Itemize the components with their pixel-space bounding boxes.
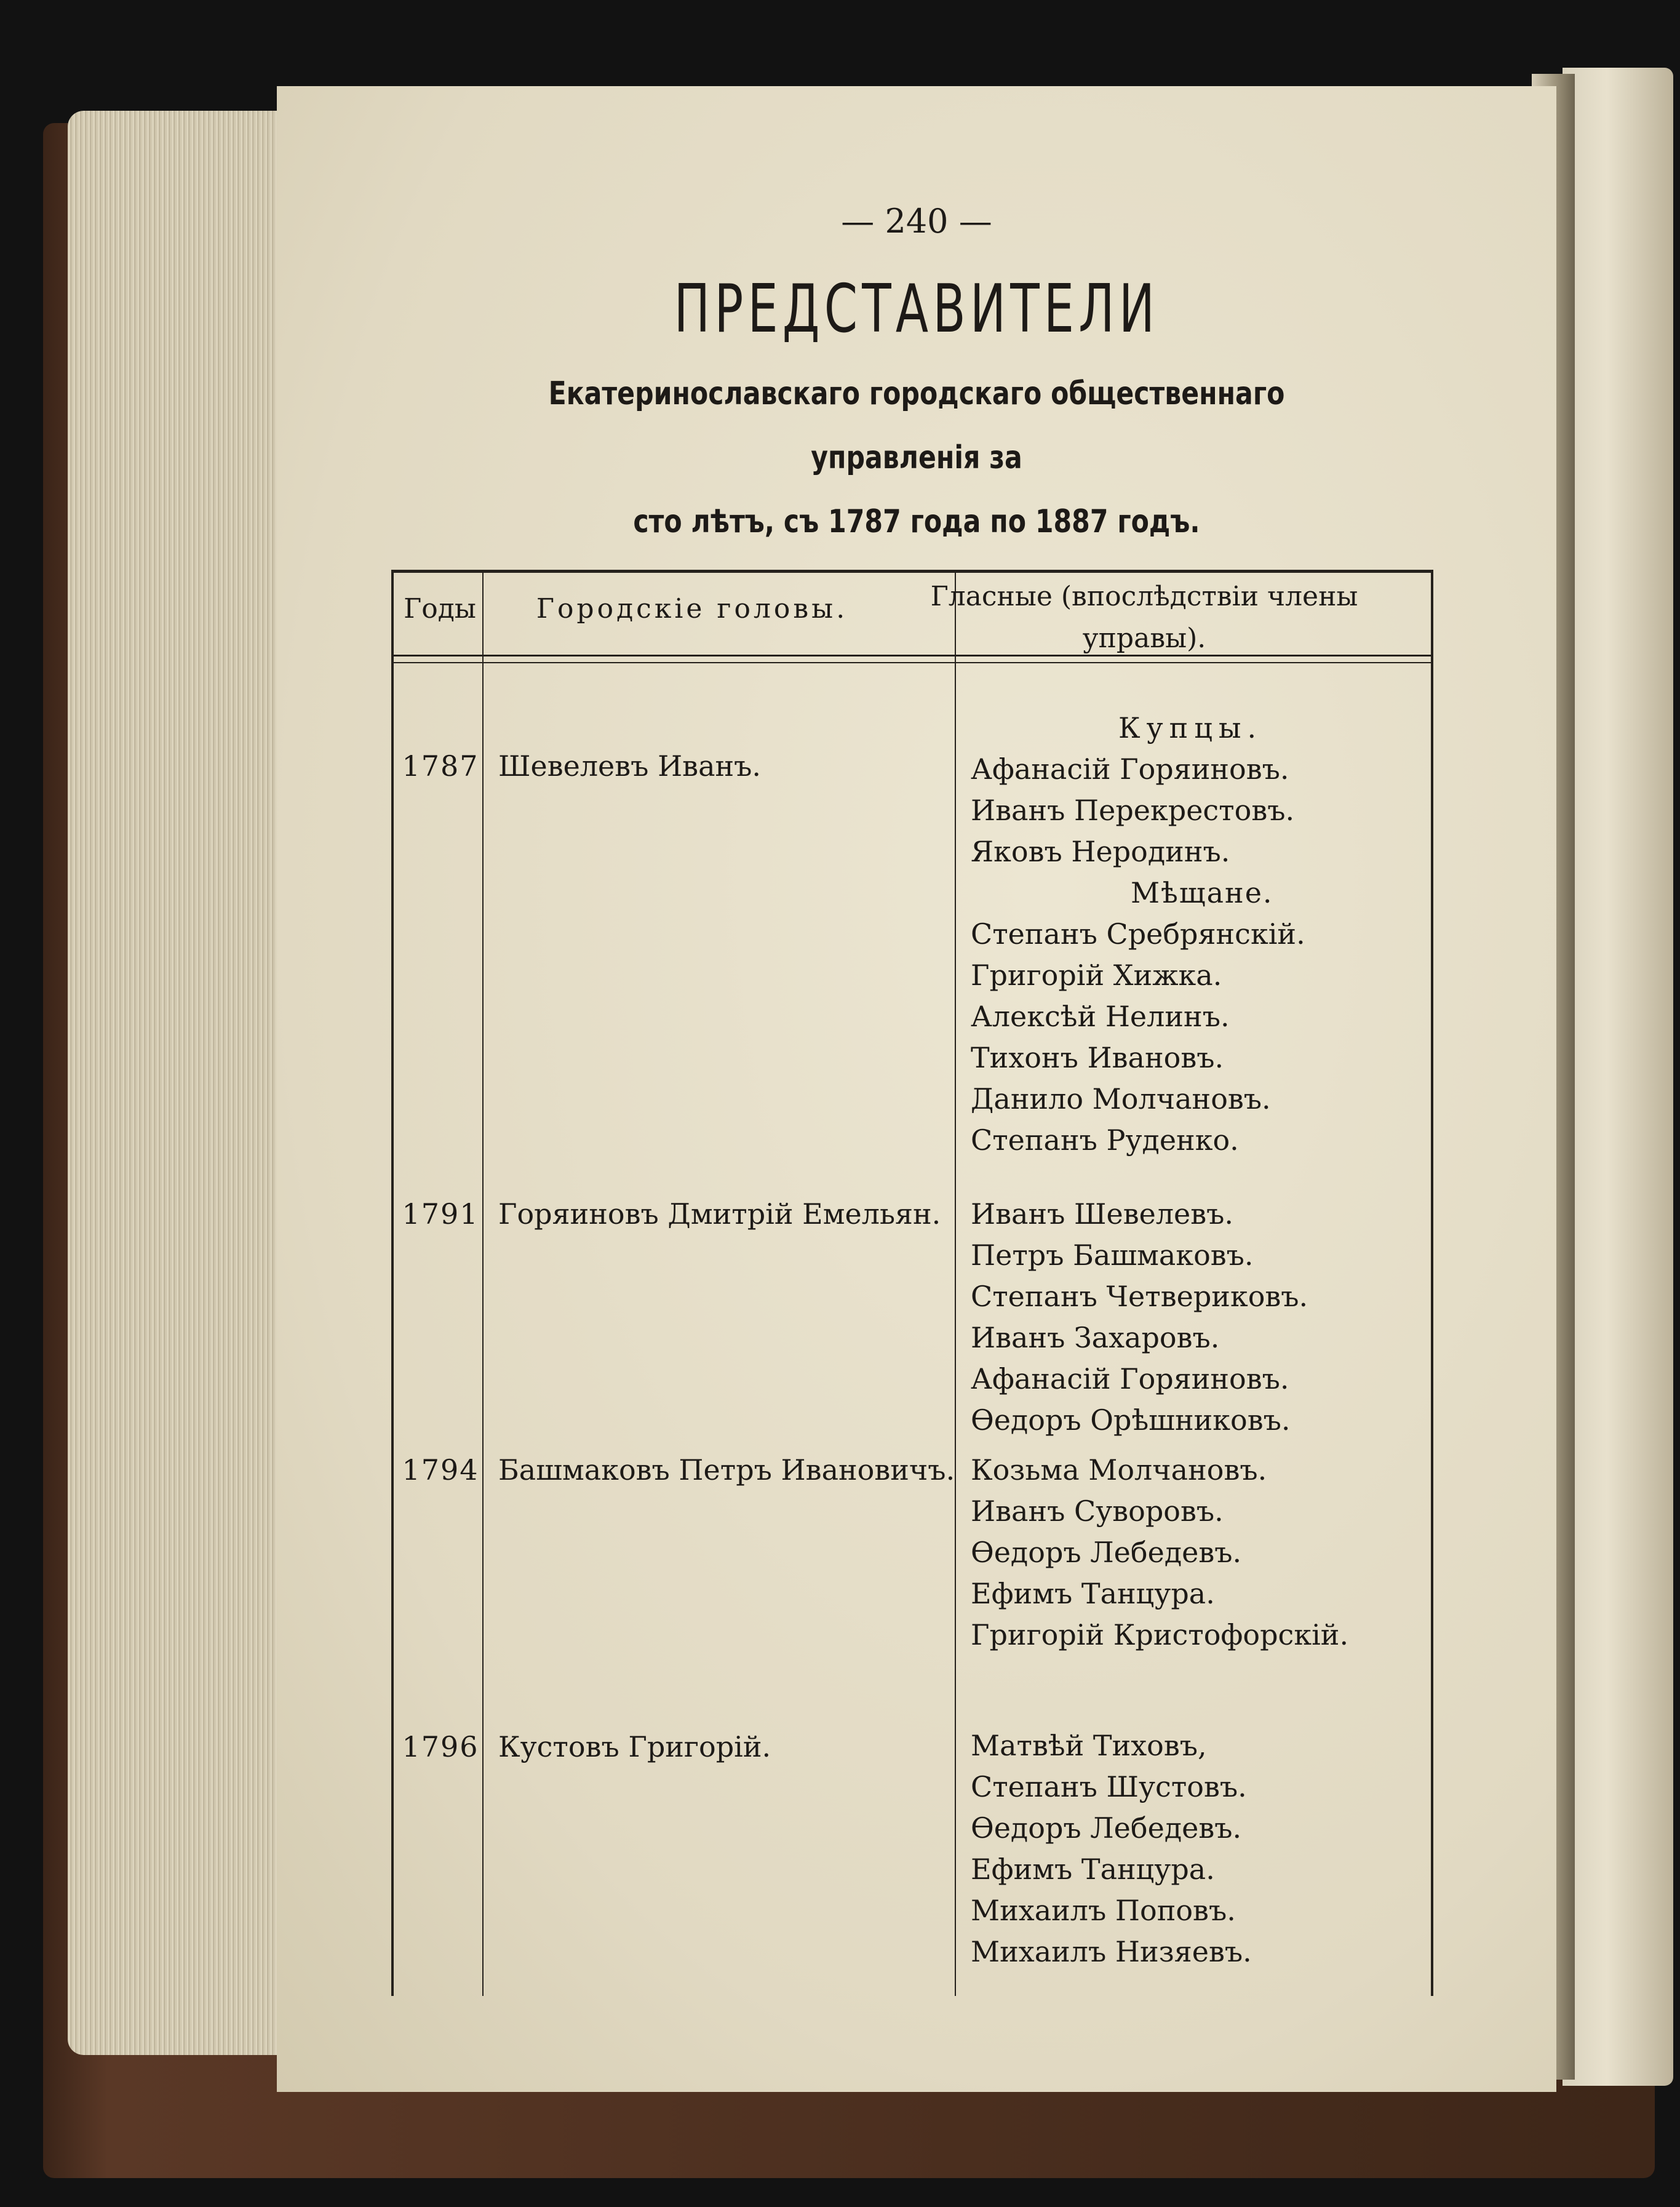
member-name: Михаилъ Низяевъ. <box>971 1935 1252 1968</box>
member-name: Иванъ Суворовъ. <box>971 1495 1224 1528</box>
estate-label: Мѣщане. <box>1131 876 1273 909</box>
year-cell: 1794 <box>402 1453 479 1487</box>
member-name: Ѳедоръ Лебедевъ. <box>971 1811 1242 1845</box>
year-cell: 1787 <box>402 749 479 783</box>
member-name: Степанъ Четвериковъ. <box>971 1280 1308 1313</box>
subtitle-line-2: сто лѣтъ, съ 1787 года по 1887 годъ. <box>633 503 1200 540</box>
city-head-cell: Башмаковъ Петръ Ивановичъ. <box>498 1453 955 1487</box>
member-name: Степанъ Шустовъ. <box>971 1770 1247 1803</box>
member-name: Григорій Кристофорскій. <box>971 1618 1349 1651</box>
member-name: Яковъ Неродинъ. <box>971 835 1230 868</box>
member-name: Петръ Башмаковъ. <box>971 1239 1254 1272</box>
page-subtitle <box>463 362 1371 554</box>
page-title: ПРЕДСТАВИТЕЛИ <box>674 271 1160 348</box>
member-name: Ѳедоръ Лебедевъ. <box>971 1536 1242 1569</box>
member-name: Матвѣй Тиховъ, <box>971 1729 1207 1762</box>
member-name: Ефимъ Танцура. <box>971 1577 1215 1610</box>
estate-label: Купцы. <box>1118 711 1263 744</box>
book-page <box>277 86 1556 2092</box>
table-top-rule <box>391 570 1432 573</box>
member-name: Иванъ Захаровъ. <box>971 1321 1220 1354</box>
member-name: Степанъ Руденко. <box>971 1123 1239 1157</box>
city-head-cell: Кустовъ Григорій. <box>498 1730 771 1763</box>
page-number: — 240 — <box>841 202 992 241</box>
header-years: Годы <box>404 593 476 625</box>
member-name: Ѳедоръ Орѣшниковъ. <box>971 1403 1291 1437</box>
table-header-rule-2 <box>391 662 1432 663</box>
year-cell: 1791 <box>402 1197 479 1231</box>
member-name: Козьма Молчановъ. <box>971 1453 1267 1487</box>
header-city-heads: Городскіе головы. <box>536 593 848 625</box>
table-left-rule <box>391 570 394 1996</box>
member-name: Иванъ Шевелевъ. <box>971 1197 1234 1231</box>
member-name: Степанъ Сребрянскій. <box>971 917 1305 951</box>
members-list <box>971 708 1305 1161</box>
member-name: Афанасій Горяиновъ. <box>971 752 1289 786</box>
members-list <box>971 1194 1308 1441</box>
subtitle-line-1: Екатеринославскаго городскаго общественнаго управленія за <box>548 375 1285 476</box>
member-name: Иванъ Перекрестовъ. <box>971 794 1295 827</box>
member-name: Михаилъ Поповъ. <box>971 1894 1236 1927</box>
table-divider-1 <box>482 570 484 1996</box>
member-name: Алексѣй Нелинъ. <box>971 1000 1230 1033</box>
members-list <box>971 1725 1252 1973</box>
member-name: Тихонъ Ивановъ. <box>971 1041 1224 1074</box>
header-glasnye-line-2: управы). <box>1082 623 1206 654</box>
city-head-cell: Горяиновъ Дмитрій Емельян. <box>498 1197 941 1231</box>
member-name: Данило Молчановъ. <box>971 1082 1271 1115</box>
member-name: Ефимъ Танцура. <box>971 1853 1215 1886</box>
member-name: Афанасій Горяиновъ. <box>971 1362 1289 1395</box>
city-head-cell: Шевелевъ Иванъ. <box>498 749 762 783</box>
member-name: Григорій Хижка. <box>971 959 1222 992</box>
header-glasnye <box>917 576 1372 660</box>
table-divider-2 <box>955 570 956 1996</box>
table-right-rule <box>1431 570 1433 1996</box>
year-cell: 1796 <box>402 1730 479 1763</box>
facing-page-edge <box>1563 68 1673 2086</box>
members-list <box>971 1450 1348 1656</box>
header-glasnye-line-1: Гласные (впослѣдствіи члены <box>930 581 1358 612</box>
